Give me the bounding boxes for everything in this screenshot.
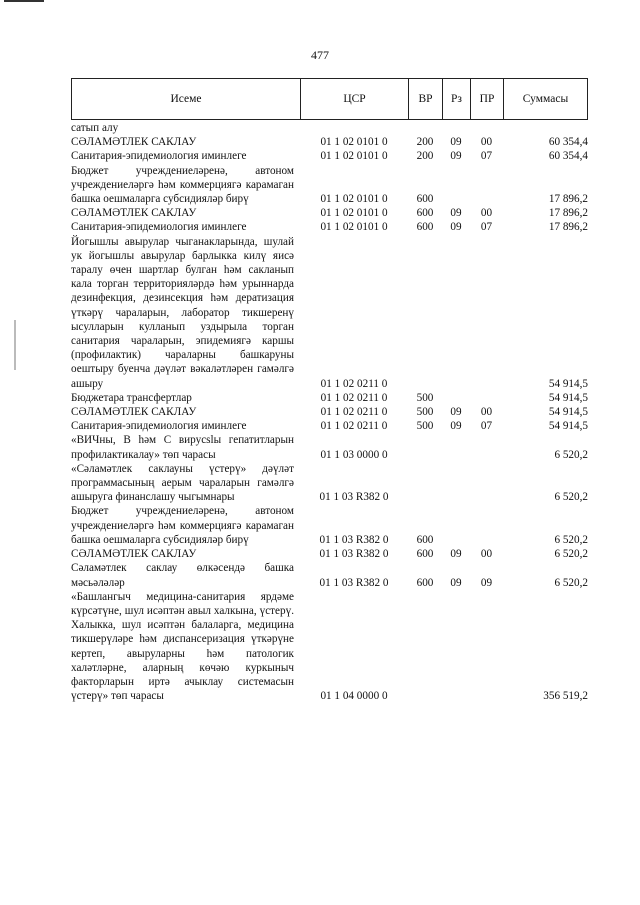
row-name: Санитария-эпидемиология иминлеге: [71, 221, 247, 234]
top-edge-mark: [4, 0, 44, 5]
row-rz: 09: [450, 406, 462, 419]
row-name: Бюджетара трансфертлар: [71, 391, 192, 404]
row-sum: 60 354,4: [548, 136, 588, 149]
table-row: [71, 590, 588, 704]
row-name: Сәламәтлек саклау өлкәсендә башка мәсьәләләр: [71, 562, 294, 589]
row-sum: 54 914,5: [548, 377, 588, 390]
table-row: [71, 220, 588, 234]
header-csr: ЦСР: [301, 79, 409, 119]
row-csr: 01 1 02 0101 0: [320, 136, 388, 149]
header-pr: ПР: [471, 79, 504, 119]
row-sum: 17 896,2: [548, 193, 588, 206]
table-row: [71, 121, 588, 135]
table-row: [71, 206, 588, 220]
row-sum: 6 520,2: [554, 533, 588, 546]
table-row: [71, 164, 588, 207]
row-rz: 09: [450, 207, 462, 220]
row-sum: 54 914,5: [548, 391, 588, 404]
row-csr: 01 1 02 0211 0: [320, 420, 388, 433]
row-sum: 6 520,2: [554, 548, 588, 561]
table-row: [71, 391, 588, 405]
row-name: «Сәламәтлек саклауны үстерү» дәүләт программасының аерым чараларын гамәлгә ашыруга финанслашу чыгымнары: [71, 462, 294, 504]
page-number: 477: [311, 48, 329, 62]
row-pr: 00: [480, 136, 493, 149]
row-sum: 356 519,2: [543, 690, 588, 703]
table-row: [71, 504, 588, 547]
row-csr: 01 1 03 0000 0: [320, 448, 388, 461]
row-vr: 200: [416, 136, 434, 149]
row-vr: 500: [416, 406, 434, 419]
header-rz: Рз: [443, 79, 471, 119]
table-row: [71, 419, 588, 433]
row-csr: 01 1 02 0211 0: [320, 406, 388, 419]
table-row: [71, 149, 588, 163]
row-vr: 600: [416, 576, 434, 589]
row-rz: 09: [450, 136, 462, 149]
row-name: СӘЛАМӘТЛЕК САКЛАУ: [71, 548, 197, 561]
row-name: СӘЛАМӘТЛЕК САКЛАУ: [71, 406, 197, 419]
table-body: [71, 121, 588, 703]
table-row: [71, 462, 588, 505]
row-sum: 17 896,2: [548, 221, 588, 234]
row-sum: 54 914,5: [548, 420, 588, 433]
margin-mark: [14, 320, 16, 370]
row-csr: 01 1 02 0101 0: [320, 150, 388, 163]
row-csr: 01 1 03 R382 0: [319, 491, 389, 504]
row-csr: 01 1 02 0211 0: [320, 377, 388, 390]
table-row: [71, 433, 588, 461]
table-row: [71, 547, 588, 561]
row-vr: 600: [416, 533, 434, 546]
row-name: сатып алу: [71, 122, 119, 134]
row-vr: 600: [416, 548, 434, 561]
row-csr: 01 1 03 R382 0: [319, 548, 389, 561]
row-pr: 00: [480, 406, 493, 419]
row-sum: 17 896,2: [548, 207, 588, 220]
header-name: Исеме: [72, 79, 301, 119]
row-vr: 600: [416, 207, 434, 220]
row-name: «Башлангыч медицина-санитария ярдәме күрсәтүне, шул исәптән авыл халкына, үстерү. Халыкка, шул исәптән балаларга, медицина тикшерүләре һәм диспансеризация үткәрүне кертеп, авыруларны һәм патологик халәтләрне, аларның көчәю куркыныч факторларын иртә ачыклау системасын үстерү» төп чарасы: [71, 590, 294, 703]
row-sum: 60 354,4: [548, 150, 588, 163]
header-vr: ВР: [409, 79, 443, 119]
header-sum: Суммасы: [522, 93, 569, 105]
row-name: СӘЛАМӘТЛЕК САКЛАУ: [71, 207, 197, 220]
row-vr: 600: [416, 193, 434, 206]
row-sum: 54 914,5: [548, 406, 588, 419]
row-pr: 00: [480, 548, 493, 561]
row-vr: 500: [416, 420, 434, 433]
row-name: Санитария-эпидемиология иминлеге: [71, 420, 247, 433]
row-sum: 6 520,2: [554, 576, 588, 589]
row-pr: 07: [480, 150, 493, 163]
row-name: СӘЛАМӘТЛЕК САКЛАУ: [71, 136, 197, 149]
row-csr: 01 1 02 0211 0: [320, 391, 388, 404]
row-pr: 07: [480, 420, 493, 433]
row-name: Бюджет учреждениеләренә, автоном учреждениеләргә һәм коммерциягә карамаган башка оешмаларга субсидияләр бирү: [71, 164, 294, 206]
row-name: Йогышлы авырулар чыганакларында, шулай ук йогышлы авырулар барлыкка килү яисә таралу өчен шартлар булган һәм сакланып кала торган территорияләрдә һәм урыннарда дезинфекция, дезинсекция һәм дератизация үткәрү чараларын, лаборатор тикшеренү ысулларын кулланып уздырыла торган санитария чараларын, эпидемиягә каршы (профилактик) чараларны башкаруны оештыру буенча дәүләт вәкаләтләрен гамәлгә ашыру: [71, 235, 294, 390]
row-sum: 6 520,2: [554, 491, 588, 504]
row-pr: 09: [480, 576, 493, 589]
row-sum: 6 520,2: [554, 448, 588, 461]
row-csr: 01 1 03 R382 0: [319, 576, 389, 589]
table-row: [71, 235, 588, 391]
row-rz: 09: [450, 221, 462, 234]
row-csr: 01 1 03 R382 0: [319, 533, 389, 546]
row-rz: 09: [450, 576, 462, 589]
row-csr: 01 1 02 0101 0: [320, 207, 388, 220]
row-vr: 600: [416, 221, 434, 234]
row-vr: 500: [416, 391, 434, 404]
row-rz: 09: [450, 420, 462, 433]
row-pr: 07: [480, 221, 493, 234]
row-pr: 00: [480, 207, 493, 220]
row-rz: 09: [450, 150, 462, 163]
row-name: Санитария-эпидемиология иминлеге: [71, 150, 247, 163]
row-csr: 01 1 02 0101 0: [320, 221, 388, 234]
row-name: «ВИЧны, В һәм С вирусslы гепатитларын профилактикалау» төп чарасы: [71, 434, 294, 461]
table-header: [71, 78, 588, 120]
row-csr: 01 1 02 0101 0: [320, 193, 388, 206]
row-name: Бюджет учреждениеләренә, автоном учреждениеләргә һәм коммерциягә карамаган башка оешмаларга субсидияләр бирү: [71, 505, 294, 546]
row-rz: 09: [450, 548, 462, 561]
table-row: [71, 405, 588, 419]
table-row: [71, 561, 588, 589]
row-csr: 01 1 04 0000 0: [320, 690, 388, 703]
table-row: [71, 135, 588, 149]
row-vr: 200: [416, 150, 434, 163]
